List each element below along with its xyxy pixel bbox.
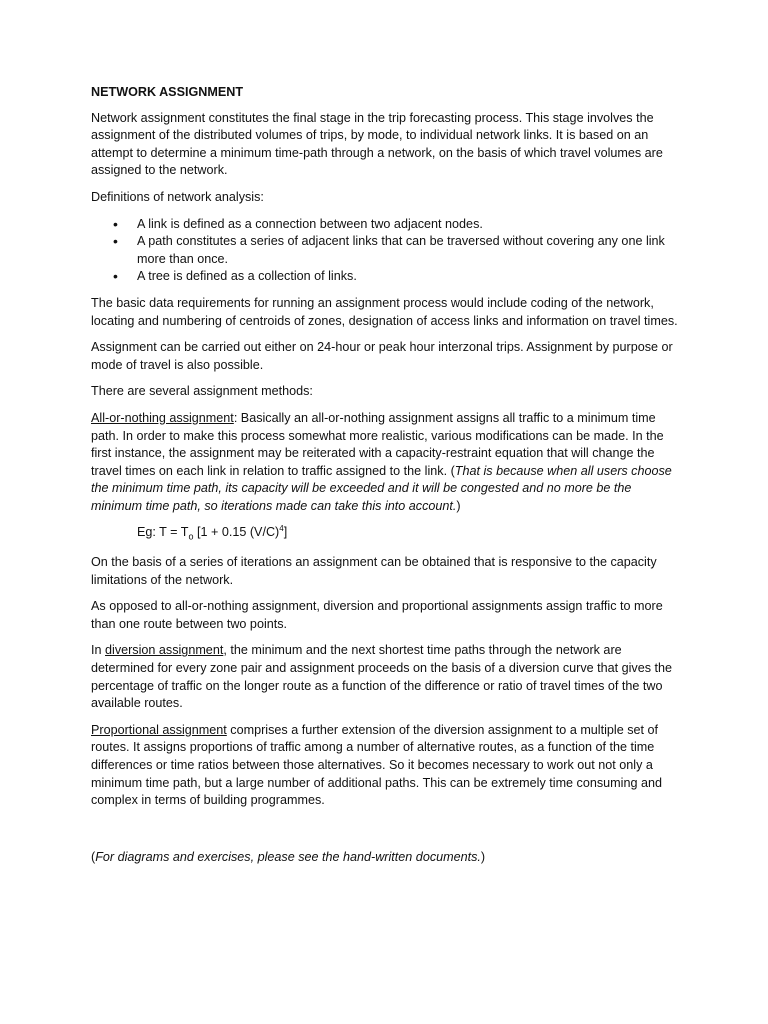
formula-exponent: 4 bbox=[279, 524, 284, 534]
list-item: • A path constitutes a series of adjacent links that can be traversed without covering any one link more than once. bbox=[137, 233, 679, 268]
proportional-term: Proportional assignment bbox=[91, 722, 227, 737]
list-item: • A tree is defined as a collection of links. bbox=[137, 268, 679, 286]
diversion-text: , the minimum and the next shortest time paths through the network are determined for every zone pair and assignment proceeds on the basis of a diversion curve that gives the percentage of traffic on the longer route as a function of the difference or ratio of travel times of the two available routes. bbox=[91, 643, 673, 711]
assignment-scope-paragraph: Assignment can be carried out either on 24-hour or peak hour interzonal trips. Assignment by purpose or mode of travel is also possible. bbox=[91, 340, 673, 372]
all-or-nothing-text: : Basically an all-or-nothing assignment assigns all traffic to a minimum time path. In order to make this process somewhat more realistic, various modifications can be made. In the first instance, the assignment may be reiterated with a capacity-restraint equation that will change the travel times on each link in relation to traffic assigned to the link. ( bbox=[91, 410, 664, 478]
intro-paragraph: Network assignment constitutes the final stage in the trip forecasting process. This stage involves the assignment of the distributed volumes of trips, by mode, to individual network links. It is based on an attempt to determine a minimum time-path through a network, on the basis of which travel volumes are assigned to the network. bbox=[91, 110, 663, 178]
all-or-nothing-paragraph bbox=[91, 410, 679, 516]
diversion-paragraph bbox=[91, 642, 679, 712]
document-body bbox=[91, 84, 679, 875]
proportional-text: comprises a further extension of the diversion assignment to a multiple set of routes. It assigns proportions of traffic among a number of alternative routes, as a function of the time differences or time ratios between those alternatives. So it becomes necessary to work out not only a minimum time path, but a large number of additional paths. This can be extremely time consuming and complex in terms of building programmes. bbox=[91, 722, 662, 808]
formula-middle: [1 + 0.15 (V/C) bbox=[193, 525, 280, 540]
diversion-term: diversion assignment bbox=[105, 643, 224, 658]
all-or-nothing-close: ) bbox=[456, 498, 461, 513]
opposed-paragraph: As opposed to all-or-nothing assignment, diversion and proportional assignments assign traffic to more than one route between two points. bbox=[91, 599, 663, 631]
all-or-nothing-italic-note: That is because when all users choose the minimum time path, its capacity will be exceeded and it will be congested and no more be the minimum time path, so iterations made can take this into account. bbox=[91, 463, 672, 513]
definitions-heading: Definitions of network analysis: bbox=[91, 189, 264, 204]
data-requirements-paragraph: The basic data requirements for running an assignment process would include coding of the network, locating and numbering of centroids of zones, designation of access links and information on travel times. bbox=[91, 295, 678, 328]
definitions-list bbox=[91, 216, 679, 286]
methods-heading: There are several assignment methods: bbox=[91, 384, 313, 399]
footer-open: ( bbox=[91, 849, 96, 864]
footer-italic: For diagrams and exercises, please see the hand-written documents. bbox=[95, 849, 481, 864]
footer-note bbox=[91, 849, 679, 867]
document-title: NETWORK ASSIGNMENT bbox=[91, 85, 244, 99]
formula-prefix: Eg: T = T bbox=[137, 525, 189, 540]
formula-suffix: ] bbox=[283, 525, 288, 540]
formula-subscript: o bbox=[188, 531, 194, 542]
diversion-prefix: In bbox=[91, 643, 106, 658]
list-item: • A link is defined as a connection between two adjacent nodes. bbox=[137, 216, 679, 234]
proportional-paragraph bbox=[91, 722, 679, 810]
iterations-paragraph: On the basis of a series of iterations an assignment can be obtained that is responsive to the capacity limitations of the network. bbox=[91, 555, 657, 587]
footer-close: ) bbox=[480, 849, 486, 864]
capacity-restraint-formula bbox=[91, 524, 679, 542]
all-or-nothing-term: All-or-nothing assignment bbox=[91, 410, 234, 425]
